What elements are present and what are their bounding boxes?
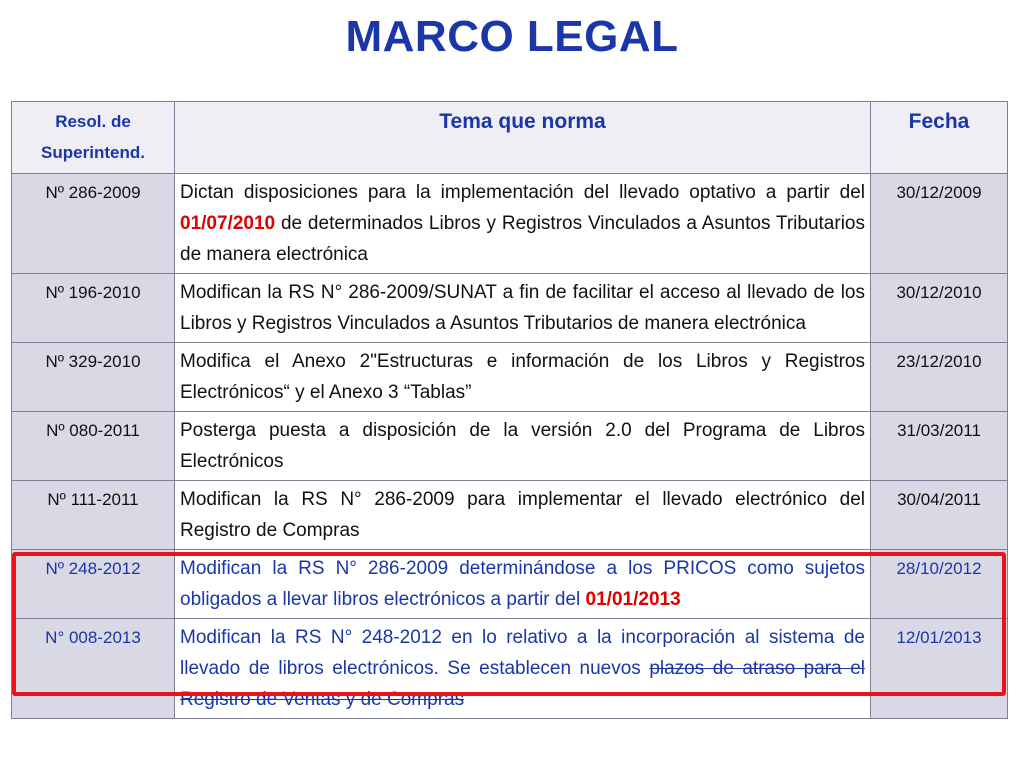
topic-cell: Modifica el Anexo 2"Estructuras e información de los Libros y Registros Electrónicos“ y el Anexo 3 “Tablas” xyxy=(175,343,871,412)
table-row xyxy=(12,619,1008,719)
header-date: Fecha xyxy=(871,102,1008,174)
page-title: MARCO LEGAL xyxy=(345,12,679,61)
resolution-cell: Nº 196-2010 xyxy=(12,274,175,343)
date-cell: 31/03/2011 xyxy=(871,412,1008,481)
table-row xyxy=(12,412,1008,481)
topic-cell: Modifican la RS N° 286-2009 para implementar el llevado electrónico del Registro de Compras xyxy=(175,481,871,550)
table-row xyxy=(12,550,1008,619)
topic-cell: Modifican la RS N° 286-2009/SUNAT a fin de facilitar el acceso al llevado de los Libros y Registros Vinculados a Asuntos Tributarios de manera electrónica xyxy=(175,274,871,343)
date-cell: 23/12/2010 xyxy=(871,343,1008,412)
header-topic: Tema que norma xyxy=(175,102,871,174)
date-cell: 12/01/2013 xyxy=(871,619,1008,719)
resolution-cell: Nº 080-2011 xyxy=(12,412,175,481)
topic-cell: Posterga puesta a disposición de la versión 2.0 del Programa de Libros Electrónicos xyxy=(175,412,871,481)
table-row xyxy=(12,343,1008,412)
date-cell: 30/12/2010 xyxy=(871,274,1008,343)
legal-framework-table xyxy=(11,101,1008,719)
date-cell: 30/04/2011 xyxy=(871,481,1008,550)
table-header-row xyxy=(12,102,1008,174)
struck-text: plazos de atraso para el Registro de Ventas y de Compras xyxy=(180,658,865,710)
highlighted-date: 01/01/2013 xyxy=(585,589,681,610)
resolution-cell: N° 008-2013 xyxy=(12,619,175,719)
date-cell: 28/10/2012 xyxy=(871,550,1008,619)
highlighted-date: 01/07/2010 xyxy=(180,213,276,234)
table-row xyxy=(12,274,1008,343)
resolution-cell: Nº 286-2009 xyxy=(12,174,175,274)
topic-cell: Modifican la RS N° 286-2009 determinándose a los PRICOS como sujetos obligados a llevar libros electrónicos a partir del 01/01/2013 xyxy=(175,550,871,619)
resolution-cell: Nº 329-2010 xyxy=(12,343,175,412)
table-row xyxy=(12,174,1008,274)
header-resolution: Resol. de Superintend. xyxy=(12,102,175,174)
topic-cell: Dictan disposiciones para la implementación del llevado optativo a partir del 01/07/2010 de determinados Libros y Registros Vinculados a Asuntos Tributarios de manera electrónica xyxy=(175,174,871,274)
topic-cell: Modifican la RS N° 248-2012 en lo relativo a la incorporación al sistema de llevado de libros electrónicos. Se establecen nuevos plazos de atraso para el Registro de Ventas y de Compras xyxy=(175,619,871,719)
date-cell: 30/12/2009 xyxy=(871,174,1008,274)
resolution-cell: Nº 248-2012 xyxy=(12,550,175,619)
table-row xyxy=(12,481,1008,550)
resolution-cell: Nº 111-2011 xyxy=(12,481,175,550)
